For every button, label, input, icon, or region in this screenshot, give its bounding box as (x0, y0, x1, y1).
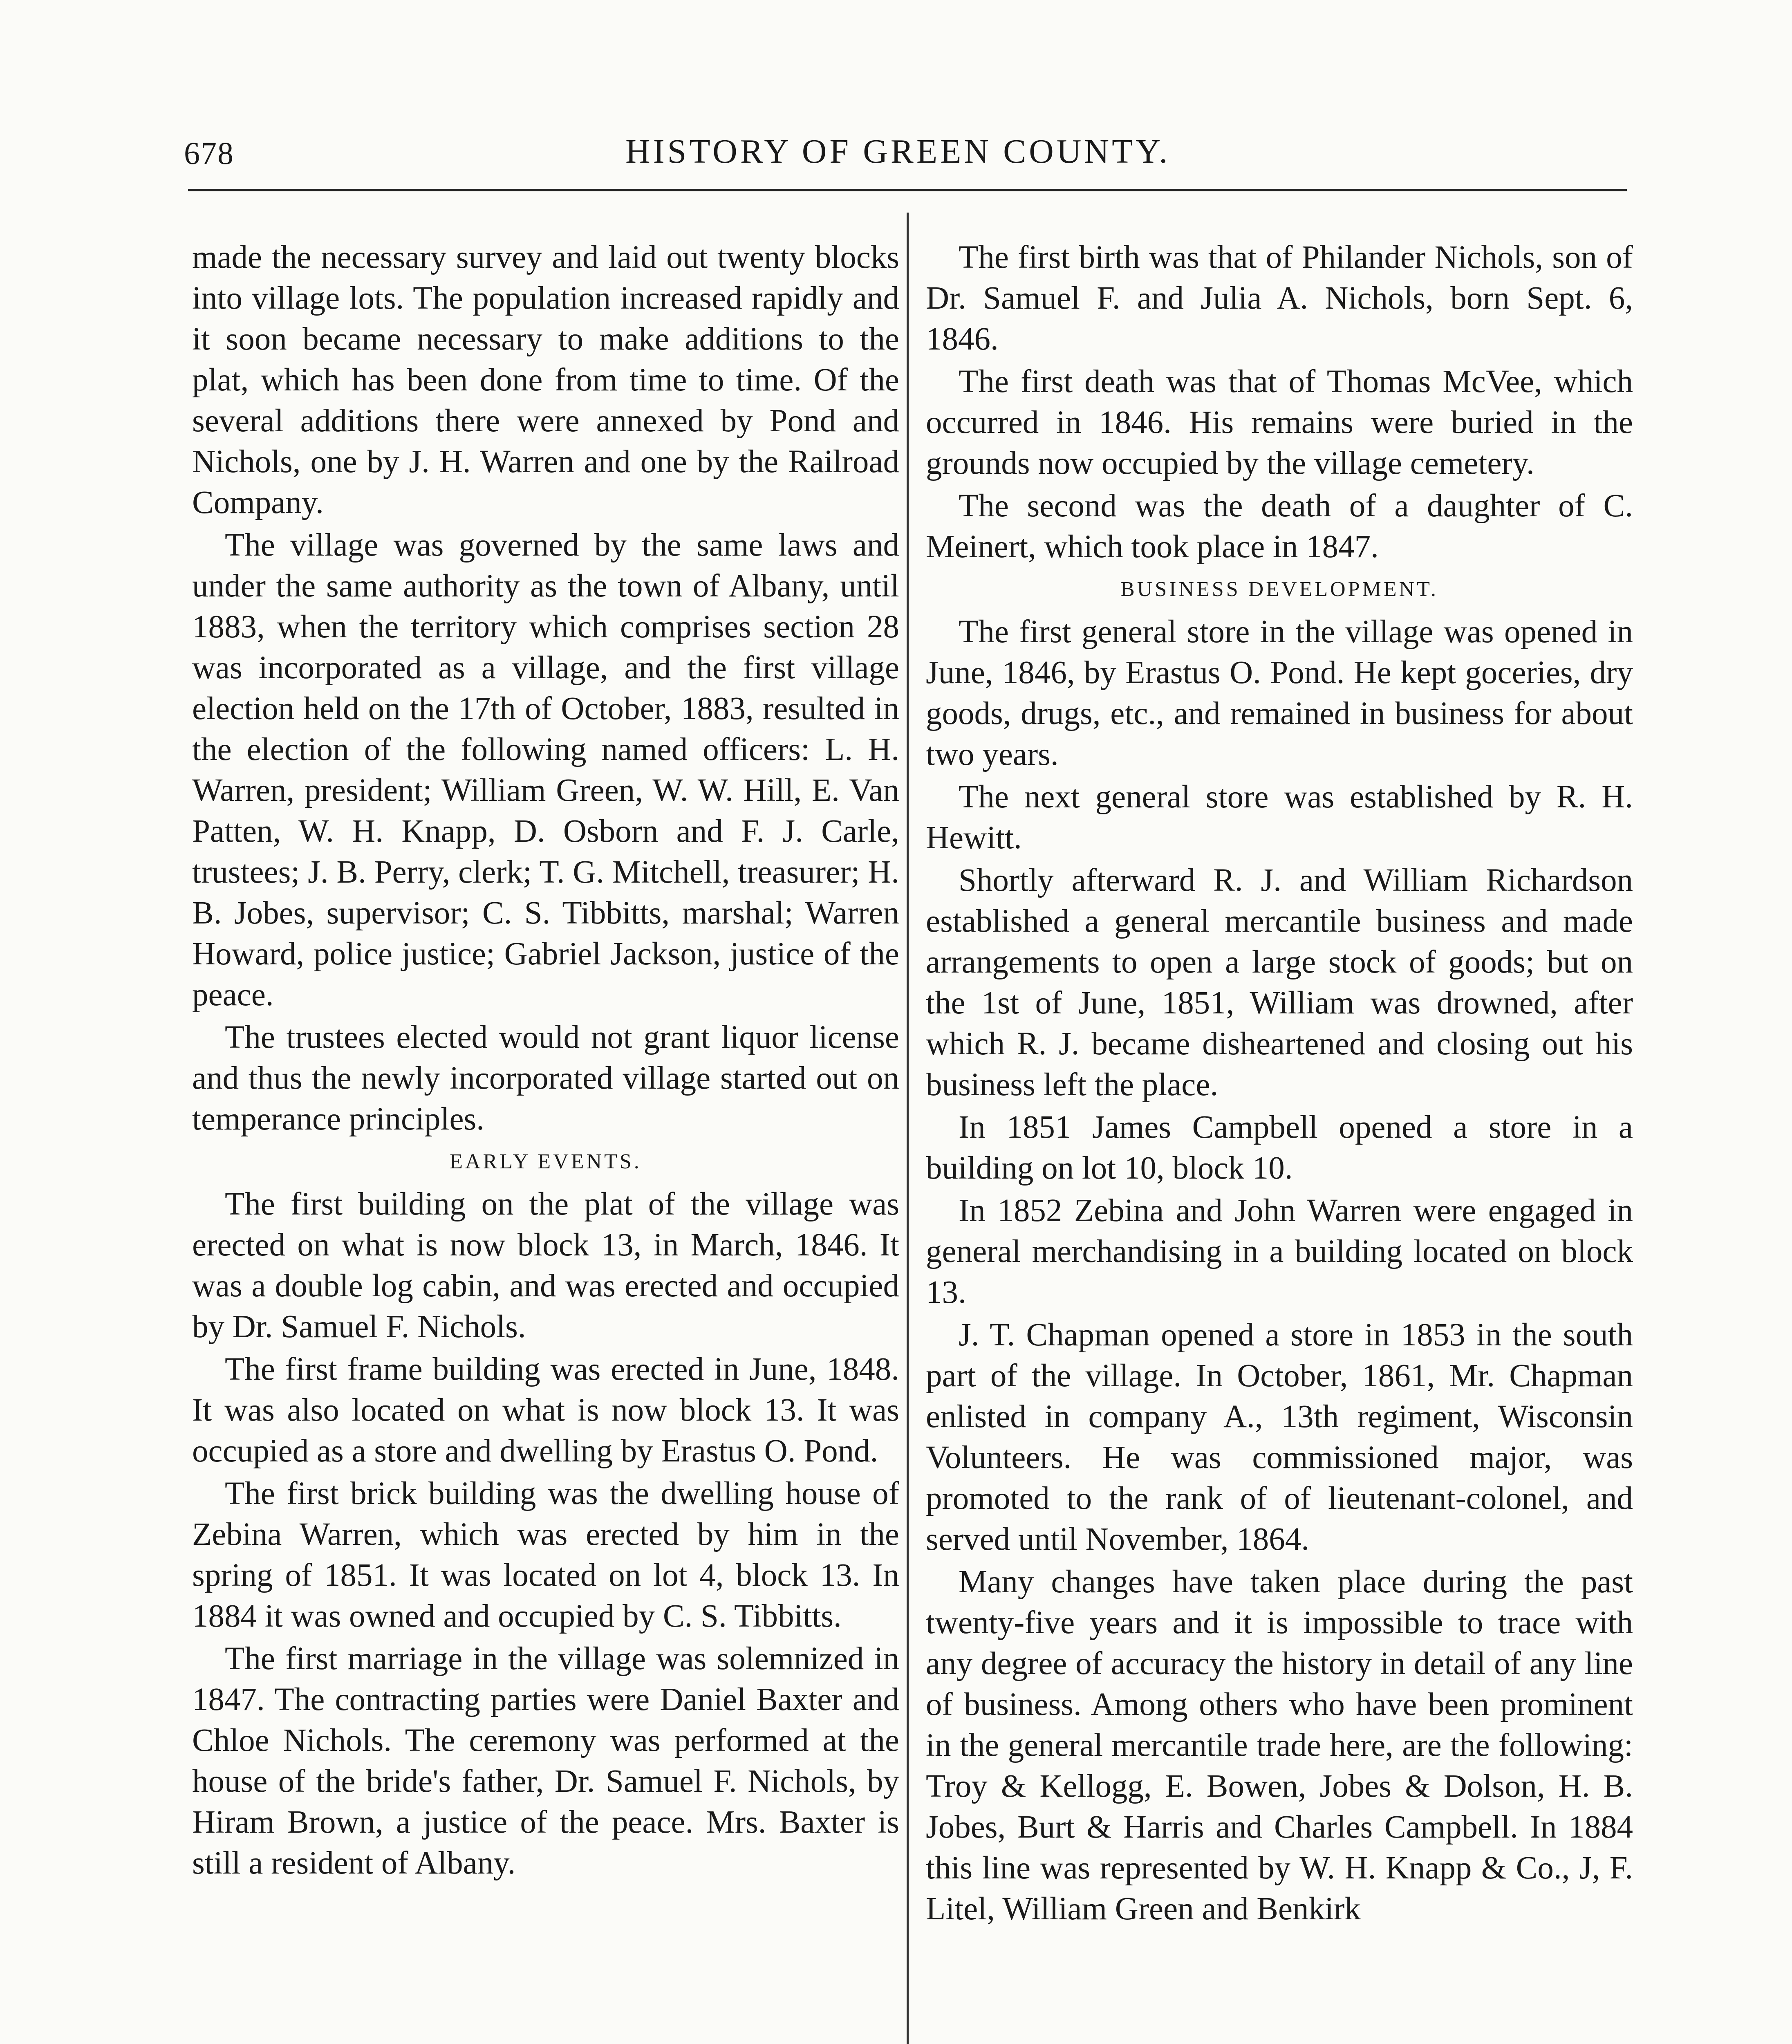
page-header (0, 0, 1792, 192)
paragraph: Many changes have taken place during the past twenty-five years and it is impossible to trace with any degree of accuracy the history in detail of any line of business. Among others who have been prominent in the general mercantile trade here, are the following: Troy & Kellogg, E. Bowen, Jobes & Dolson, H. B. Jobes, Burt & Harris and Charles Campbell. In 1884 this line was represented by W. H. Knapp & Co., J, F. Litel, William Green and Benkirk (926, 1564, 1633, 1927)
header-rule (188, 189, 1627, 191)
paragraph: The first brick building was the dwelling house of Zebina Warren, which was erected by him in the spring of 1851. It was located on lot 4, block 13. In 1884 it was owned and occupied by C. S. Tibbitts. (192, 1476, 899, 1634)
paragraph: The trustees elected would not grant liquor license and thus the newly incorporated village started out on temperance principles. (192, 1020, 899, 1137)
paragraph: J. T. Chapman opened a store in 1853 in the south part of the village. In October, 1861, Mr. Chapman enlisted in company A., 13th regiment, Wisconsin Volunteers. He was commissioned major, was promoted to the rank of of lieutenant-colonel, and served until November, 1864. (926, 1317, 1633, 1557)
paragraph: The village was governed by the same laws and under the same authority as the town of Albany, until 1883, when the territory which comprises section 28 was incorporated as a village, and the first village election held on the 17th of October, 1883, resulted in the election of the following named officers: L. H. Warren, president; William Green, W. W. Hill, E. Van Patten, W. H. Knapp, D. Osborn and F. J. Carle, trustees; J. B. Perry, clerk; T. G. Mitchell, treasurer; H. B. Jobes, supervisor; C. S. Tibbitts, marshal; Warren Howard, police justice; Gabriel Jackson, justice of the peace. (192, 527, 899, 1013)
paragraph: The first marriage in the village was solemnized in 1847. The contracting parties were Daniel Baxter and Chloe Nichols. The ceremony was performed at the house of the bride's father, Dr. Samuel F. Nichols, by Hiram Brown, a justice of the peace. Mrs. Baxter is still a resident of Albany. (192, 1641, 899, 1881)
paragraph: The second was the death of a daughter of C. Meinert, which took place in 1847. (926, 488, 1633, 565)
running-title: HISTORY OF GREEN COUNTY. (625, 132, 1171, 170)
paragraph: The next general store was established by R. H. Hewitt. (926, 779, 1633, 856)
left-column (192, 237, 899, 1885)
paragraph: The first building on the plat of the village was erected on what is now block 13, in March, 1846. It was a double log cabin, and was erected and occupied by Dr. Samuel F. Nichols. (192, 1186, 899, 1345)
paragraph: Shortly afterward R. J. and William Richardson established a general mercantile business and made arrangements to open a large stock of goods; but on the 1st of June, 1851, William was drowned, after which R. J. became disheartened and closing out his business left the place. (926, 863, 1633, 1103)
paragraph: The first death was that of Thomas McVee, which occurred in 1846. His remains were buried in the grounds now occupied by the village cemetery. (926, 364, 1633, 481)
paragraph: The first frame building was erected in June, 1848. It was also located on what is now block 13. It was occupied as a store and dwelling by Erastus O. Pond. (192, 1351, 899, 1469)
section-heading-early-events: EARLY EVENTS. (450, 1150, 642, 1173)
paragraph: made the necessary survey and laid out twenty blocks into village lots. The population increased rapidly and it soon became necessary to make additions to the plat, which has been done from time to time. Of the several additions there were annexed by Pond and Nichols, one by J. H. Warren and one by the Railroad Company. (192, 240, 899, 520)
column-divider (907, 213, 909, 2044)
paragraph: In 1852 Zebina and John Warren were engaged in general merchandising in a building located on block 13. (926, 1193, 1633, 1310)
right-column (926, 237, 1633, 1931)
section-heading-business-development: BUSINESS DEVELOPMENT. (1120, 578, 1438, 601)
paragraph: The first birth was that of Philander Nichols, son of Dr. Samuel F. and Julia A. Nichols, born Sept. 6, 1846. (926, 240, 1633, 357)
page-number: 678 (184, 135, 234, 171)
paragraph: In 1851 James Campbell opened a store in a building on lot 10, block 10. (926, 1109, 1633, 1186)
paragraph: The first general store in the village was opened in June, 1846, by Erastus O. Pond. He kept goceries, dry goods, drugs, etc., and remained in business for about two years. (926, 614, 1633, 772)
